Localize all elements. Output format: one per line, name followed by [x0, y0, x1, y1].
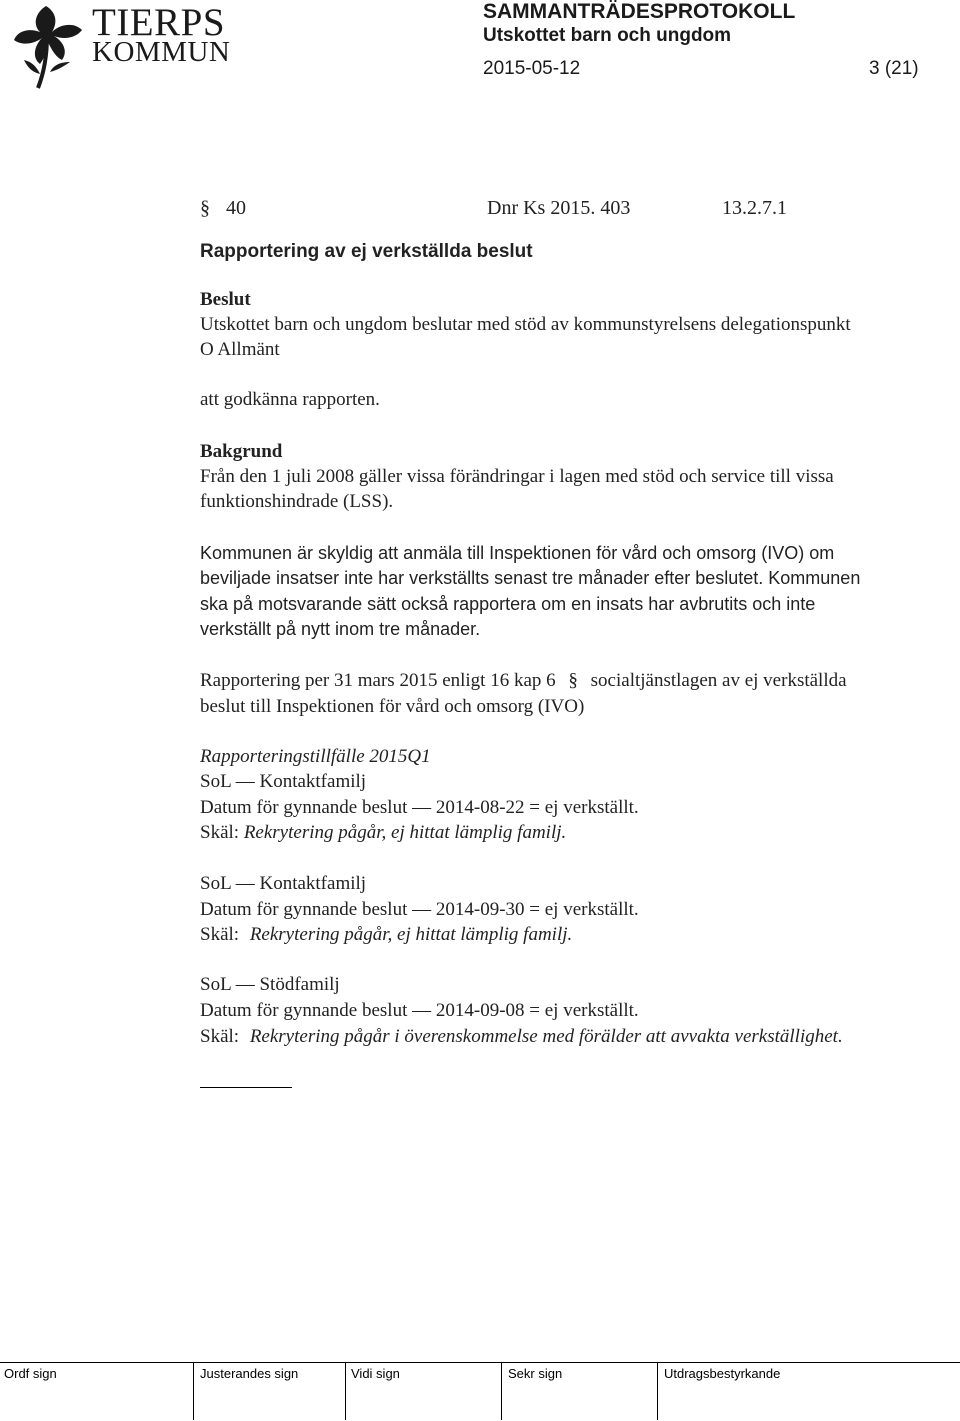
committee-name: Utskottet barn och ungdom [483, 25, 732, 46]
entry-1-type: SoL — Kontaktfamilj [200, 771, 367, 792]
entry-3-reason-label: Skäl: [200, 1026, 240, 1047]
entry-3-reason: Rekrytering pågår i överenskommelse med förälder att avvakta verkställighet. [249, 1026, 843, 1047]
entry-3-type: SoL — Stödfamilj [200, 974, 340, 995]
beslut-line-2: O Allmänt [200, 339, 280, 360]
entry-1-reason: Rekrytering pågår, ej hittat lämplig familj. [243, 822, 567, 843]
section-sign: § [200, 197, 210, 219]
logo-text-kommun: KOMMUN [92, 36, 231, 68]
bakgrund-para1-line2: funktionshindrade (LSS). [200, 491, 394, 512]
entry-2-reason: Rekrytering pågår, ej hittat lämplig familj. [249, 924, 573, 945]
beslut-heading: Beslut [200, 289, 251, 310]
bakgrund-para1-line1: Från den 1 juli 2008 gäller vissa förändringar i lagen med stöd och service till vissa [200, 466, 834, 487]
municipality-logo [10, 0, 231, 92]
entry-1-reason-line [200, 822, 566, 844]
footer-sekr-sign: Sekr sign [508, 1366, 563, 1381]
report-occasion: Rapporteringstillfälle 2015Q1 [200, 746, 431, 767]
entry-1-reason-label: Skäl: [200, 822, 240, 843]
entry-3-date: Datum för gynnande beslut — 2014-09-08 = ej verkställt. [200, 1000, 639, 1021]
entry-3-reason-line [200, 1026, 843, 1048]
case-number: 40 [226, 197, 246, 219]
bakgrund-para2-line3: ska på motsvarande sätt också rapportera om en insats har avbrutits och inte [200, 594, 816, 614]
footer-divider-1 [193, 1362, 194, 1420]
para3-text-pre: Rapportering per 31 mars 2015 enligt 16 kap 6 [200, 670, 556, 691]
case-dnr: Dnr Ks 2015. 403 [487, 197, 631, 219]
beslut-decision: att godkänna rapporten. [200, 389, 380, 410]
entry-2-reason-label: Skäl: [200, 924, 240, 945]
end-rule [200, 1087, 292, 1088]
logo-text-tierps: TIERPS [92, 1, 226, 44]
footer-utdragsbestyrkande: Utdragsbestyrkande [664, 1366, 781, 1381]
footer-ordf-sign: Ordf sign [4, 1366, 57, 1381]
case-code: 13.2.7.1 [722, 197, 787, 219]
meeting-date: 2015-05-12 [483, 58, 581, 79]
bakgrund-para3-line2: beslut till Inspektionen för vård och omsorg (IVO) [200, 696, 585, 717]
case-title: Rapportering av ej verkställda beslut [200, 241, 533, 262]
leaf-emblem-icon [10, 0, 86, 92]
bakgrund-para2-line4: verkställt på nytt inom tre månader. [200, 619, 481, 639]
entry-2-type: SoL — Kontaktfamilj [200, 873, 367, 894]
bakgrund-para2-line2: beviljade insatser inte har verkställts senast tre månader efter beslutet. Kommunen [200, 568, 861, 588]
bakgrund-para2-line1: Kommunen är skyldig att anmäla till Inspektionen för vård och omsorg (IVO) om [200, 543, 835, 563]
bakgrund-para3-line1 [200, 670, 847, 692]
entry-1-date: Datum för gynnande beslut — 2014-08-22 = ej verkställt. [200, 797, 639, 818]
footer-vidi-sign: Vidi sign [351, 1366, 400, 1381]
footer-divider-4 [657, 1362, 658, 1420]
footer-top-rule [0, 1362, 960, 1363]
page-number: 3 (21) [869, 58, 919, 79]
footer-divider-3 [501, 1362, 502, 1420]
para3-text-post: socialtjänstlagen av ej verkställda [590, 670, 847, 691]
beslut-line-1: Utskottet barn och ungdom beslutar med stöd av kommunstyrelsens delegationspunkt [200, 314, 851, 335]
para3-section-sign: § [568, 670, 578, 691]
document-title: SAMMANTRÄDESPROTOKOLL [483, 0, 796, 23]
footer-justerandes-sign: Justerandes sign [200, 1366, 299, 1381]
footer-divider-2 [345, 1362, 346, 1420]
bakgrund-heading: Bakgrund [200, 441, 283, 462]
entry-2-date: Datum för gynnande beslut — 2014-09-30 = ej verkställt. [200, 899, 639, 920]
entry-2-reason-line [200, 924, 572, 946]
